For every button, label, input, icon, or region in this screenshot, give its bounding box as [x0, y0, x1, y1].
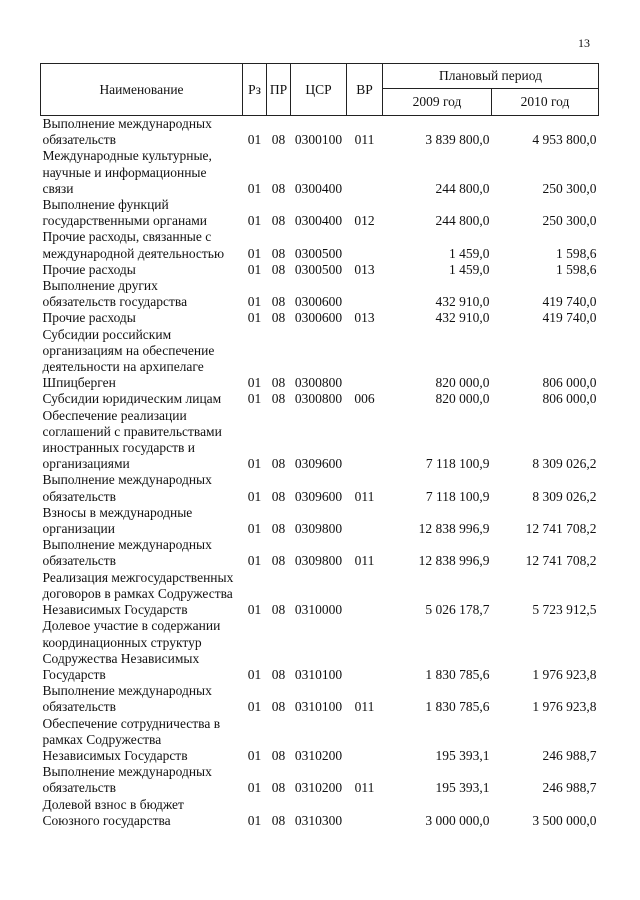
header-csr: ЦСР [291, 64, 347, 116]
row-amount-2009: 195 393,1 [435, 747, 490, 763]
row-amount-2010: 246 988,7 [542, 780, 597, 796]
row-amount-2009: 244 800,0 [435, 180, 490, 196]
row-rz: 01 [247, 488, 262, 504]
row-rz: 01 [247, 666, 262, 682]
row-rz: 01 [247, 553, 262, 569]
row-amount-2009: 7 118 100,9 [425, 456, 490, 472]
row-vr: 011 [354, 553, 375, 569]
row-amount-2009: 195 393,1 [435, 780, 490, 796]
row-csr: 0300500 [294, 245, 343, 261]
row-name: Долевое участие в содержании координационных структур Содружества Независимых Государств [42, 618, 221, 682]
row-name: Взносы в международные организации [42, 504, 193, 537]
table-row [41, 278, 599, 310]
row-amount-2009: 1 459,0 [449, 261, 490, 277]
row-name: Прочие расходы, связанные с международной деятельностью [42, 229, 225, 261]
row-amount-2009: 1 459,0 [449, 245, 490, 261]
row-amount-2010: 419 740,0 [542, 310, 597, 326]
table-row [41, 472, 599, 504]
row-csr: 0309800 [294, 521, 343, 537]
table-row [41, 262, 599, 278]
table-row [41, 116, 599, 149]
table-row [41, 197, 599, 229]
row-amount-2010: 3 500 000,0 [532, 812, 597, 828]
header-year-2010: 2010 год [492, 89, 599, 116]
row-pr: 08 [271, 747, 286, 763]
row-amount-2009: 432 910,0 [435, 310, 490, 326]
row-amount-2009: 3 839 800,0 [425, 132, 490, 148]
table-row [41, 797, 599, 829]
row-pr: 08 [271, 213, 286, 229]
row-csr: 0310100 [294, 699, 343, 715]
row-pr: 08 [271, 245, 286, 261]
row-amount-2010: 8 309 026,2 [532, 488, 597, 504]
row-rz: 01 [247, 780, 262, 796]
row-amount-2010: 806 000,0 [542, 391, 597, 407]
row-name: Выполнение международных обязательств [42, 764, 212, 796]
row-csr: 0300500 [294, 261, 343, 277]
row-pr: 08 [271, 375, 286, 391]
table-header [41, 64, 599, 116]
row-vr: 011 [354, 488, 375, 504]
page-number: 13 [578, 36, 590, 50]
row-pr: 08 [271, 261, 286, 277]
header-vr: ВР [347, 64, 383, 116]
row-rz: 01 [247, 812, 262, 828]
header-year-2009: 2009 год [383, 89, 492, 116]
row-pr: 08 [271, 812, 286, 828]
row-rz: 01 [247, 294, 262, 310]
header-planned-period: Плановый период [383, 64, 599, 89]
row-rz: 01 [247, 213, 262, 229]
row-amount-2010: 12 741 708,2 [525, 553, 597, 569]
row-pr: 08 [271, 294, 286, 310]
row-name: Долевой взнос в бюджет Союзного государства [42, 796, 184, 828]
row-name: Международные культурные, научные и информационные связи [42, 148, 212, 196]
row-name: Реализация межгосударственных договоров в рамках Содружества Независимых Государств [42, 569, 234, 618]
row-amount-2010: 419 740,0 [542, 294, 597, 310]
table-row [41, 716, 599, 765]
row-vr [347, 797, 383, 829]
row-amount-2010: 1 598,6 [556, 261, 597, 277]
table-body [41, 116, 599, 829]
row-rz: 01 [247, 456, 262, 472]
row-rz: 01 [247, 391, 262, 407]
row-amount-2009: 5 026 178,7 [425, 602, 490, 618]
row-name: Субсидии российским организациям на обеспечение деятельности на архипелаге Шпицберген [42, 326, 215, 391]
row-csr: 0300600 [294, 294, 343, 310]
row-csr: 0310200 [294, 747, 343, 763]
table-row [41, 683, 599, 715]
row-name: Обеспечение реализации соглашений с правительствами иностранных государств и организациями [42, 407, 222, 472]
row-amount-2009: 1 830 785,6 [425, 666, 490, 682]
row-vr: 006 [354, 391, 375, 407]
table-row [41, 310, 599, 326]
row-csr: 0300800 [294, 375, 343, 391]
row-amount-2009: 820 000,0 [435, 391, 490, 407]
row-pr: 08 [271, 521, 286, 537]
row-vr [347, 229, 383, 261]
row-pr: 08 [271, 310, 286, 326]
table-row [41, 505, 599, 537]
row-rz: 01 [247, 521, 262, 537]
row-vr: 013 [354, 261, 375, 277]
row-csr: 0300800 [294, 391, 343, 407]
row-amount-2010: 12 741 708,2 [525, 521, 597, 537]
row-amount-2009: 820 000,0 [435, 375, 490, 391]
row-csr: 0300100 [294, 132, 343, 148]
row-pr: 08 [271, 132, 286, 148]
row-vr [347, 716, 383, 765]
table-row [41, 229, 599, 261]
row-csr: 0300600 [294, 310, 343, 326]
row-pr: 08 [271, 699, 286, 715]
row-vr: 011 [354, 699, 375, 715]
row-amount-2009: 12 838 996,9 [418, 521, 490, 537]
row-vr: 013 [354, 310, 375, 326]
row-amount-2010: 5 723 912,5 [532, 602, 597, 618]
row-rz: 01 [247, 261, 262, 277]
row-name: Выполнение международных обязательств [42, 472, 212, 504]
row-name: Прочие расходы [42, 261, 136, 277]
row-amount-2010: 806 000,0 [542, 375, 597, 391]
row-vr [347, 505, 383, 537]
row-amount-2010: 4 953 800,0 [532, 132, 597, 148]
row-amount-2010: 8 309 026,2 [532, 456, 597, 472]
budget-table [40, 63, 599, 829]
row-csr: 0310000 [294, 602, 343, 618]
row-pr: 08 [271, 488, 286, 504]
table-row [41, 618, 599, 683]
row-rz: 01 [247, 747, 262, 763]
row-csr: 0309800 [294, 553, 343, 569]
row-amount-2010: 246 988,7 [542, 747, 597, 763]
table-row [41, 764, 599, 796]
row-csr: 0309600 [294, 488, 343, 504]
row-pr: 08 [271, 391, 286, 407]
table-row [41, 570, 599, 619]
row-amount-2009: 432 910,0 [435, 294, 490, 310]
header-rz: Рз [243, 64, 267, 116]
row-amount-2009: 3 000 000,0 [425, 812, 490, 828]
row-pr: 08 [271, 456, 286, 472]
table-row [41, 537, 599, 569]
table-row [41, 391, 599, 407]
row-name: Выполнение функций государственными органами [42, 197, 207, 229]
row-amount-2010: 250 300,0 [542, 213, 597, 229]
row-csr: 0300400 [294, 213, 343, 229]
row-rz: 01 [247, 180, 262, 196]
row-amount-2009: 244 800,0 [435, 213, 490, 229]
row-rz: 01 [247, 699, 262, 715]
row-vr: 011 [354, 132, 375, 148]
row-amount-2010: 250 300,0 [542, 180, 597, 196]
row-csr: 0310300 [294, 812, 343, 828]
row-pr: 08 [271, 180, 286, 196]
row-vr: 011 [354, 780, 375, 796]
row-vr: 012 [354, 213, 375, 229]
row-amount-2009: 7 118 100,9 [425, 488, 490, 504]
row-amount-2009: 12 838 996,9 [418, 553, 490, 569]
row-name: Выполнение международных обязательств [42, 116, 212, 148]
row-name: Выполнение других обязательств государства [42, 278, 188, 310]
row-pr: 08 [271, 780, 286, 796]
row-pr: 08 [271, 666, 286, 682]
row-rz: 01 [247, 310, 262, 326]
row-name: Обеспечение сотрудничества в рамках Содружества Независимых Государств [42, 715, 221, 763]
row-csr: 0309600 [294, 456, 343, 472]
row-vr [347, 618, 383, 683]
table-row [41, 148, 599, 197]
header-name: Наименование [41, 64, 243, 116]
row-amount-2010: 1 598,6 [556, 245, 597, 261]
row-amount-2009: 1 830 785,6 [425, 699, 490, 715]
row-pr: 08 [271, 553, 286, 569]
table-row [41, 327, 599, 392]
row-vr [347, 570, 383, 619]
table-row [41, 408, 599, 473]
row-amount-2010: 1 976 923,8 [532, 666, 597, 682]
row-rz: 01 [247, 132, 262, 148]
header-pr: ПР [267, 64, 291, 116]
row-name: Прочие расходы [42, 310, 136, 326]
row-pr: 08 [271, 602, 286, 618]
row-csr: 0310100 [294, 666, 343, 682]
row-vr [347, 408, 383, 473]
row-vr [347, 327, 383, 392]
row-name: Субсидии юридическим лицам [42, 391, 222, 407]
row-rz: 01 [247, 245, 262, 261]
row-rz: 01 [247, 602, 262, 618]
row-rz: 01 [247, 375, 262, 391]
row-vr [347, 148, 383, 197]
row-name: Выполнение международных обязательств [42, 537, 212, 569]
row-vr [347, 278, 383, 310]
row-csr: 0300400 [294, 180, 343, 196]
row-amount-2010: 1 976 923,8 [532, 699, 597, 715]
row-name: Выполнение международных обязательств [42, 683, 212, 715]
row-csr: 0310200 [294, 780, 343, 796]
